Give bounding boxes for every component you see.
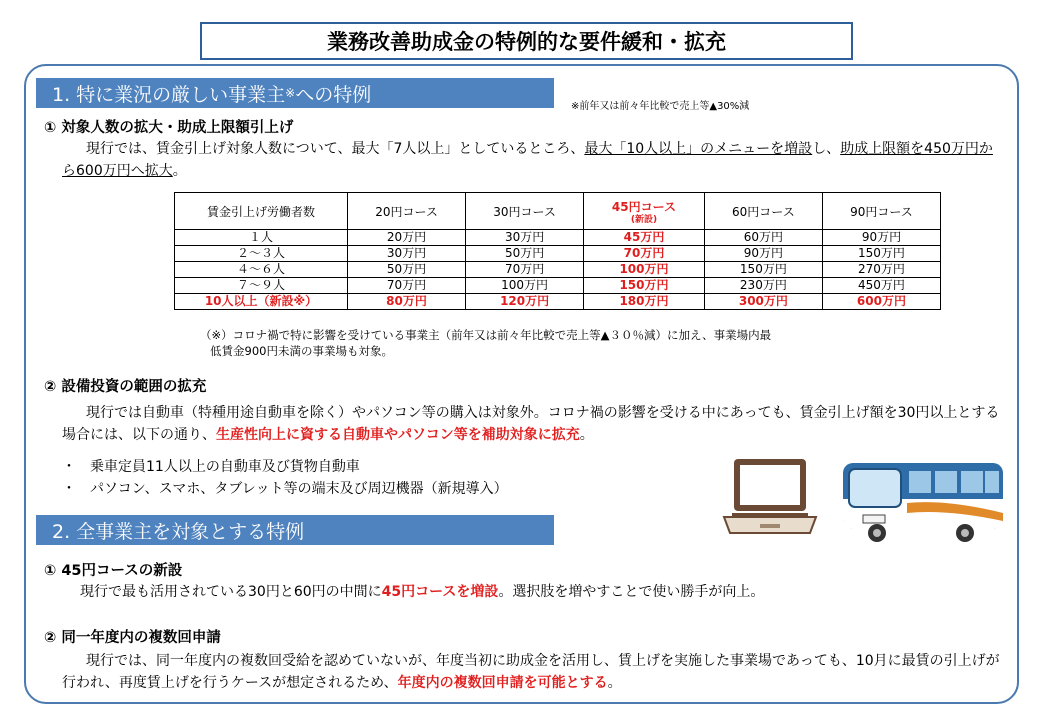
table-cell: 270万円	[822, 262, 940, 278]
table-cell: 90万円	[704, 246, 822, 262]
table-cell: 150万円	[822, 246, 940, 262]
sec2-sub2-text-end: 。	[607, 675, 622, 691]
table-header-cell: 30円コース	[466, 193, 584, 230]
table-cell: 150万円	[704, 262, 822, 278]
subsidy-table	[174, 192, 941, 310]
table-row	[175, 278, 941, 294]
sec2-sub2-heading: ② 同一年度内の複数回申請	[44, 630, 221, 646]
table-cell: 20万円	[348, 230, 466, 246]
section1-header-main: 1. 特に業況の厳しい事業主	[52, 83, 286, 106]
table-header-row	[175, 193, 941, 230]
sec2-sub1-text	[62, 581, 1002, 603]
sec2-sub1-text-plain: 現行で最も活用されている30円と60円の中間に	[80, 584, 382, 600]
table-cell: 10人以上（新設※）	[175, 294, 348, 310]
table-cell: 120万円	[466, 294, 584, 310]
sub2-text-red: 生産性向上に資する自動車やパソコン等を補助対象に拡充	[216, 427, 580, 443]
table-cell: 80万円	[348, 294, 466, 310]
sub1-text-end: 。	[172, 163, 187, 179]
sub1-text-plain: 現行では、賃金引上げ対象人数について、最大「7人以上」としているところ、	[86, 141, 585, 157]
table-header-new-note: (新設)	[630, 214, 658, 225]
bus-icon	[837, 455, 1007, 545]
table-row	[175, 230, 941, 246]
table-cell: 300万円	[704, 294, 822, 310]
sec2-sub1-text-end: 。選択肢を増やすことで使い勝手が向上。	[498, 584, 765, 600]
table-cell: 100万円	[584, 262, 705, 278]
laptop-icon	[720, 455, 820, 539]
table-cell: １人	[175, 230, 348, 246]
section1-header-tail: への特例	[295, 83, 372, 106]
table-cell: 70万円	[466, 262, 584, 278]
table-cell: 600万円	[822, 294, 940, 310]
table-row-new	[175, 294, 941, 310]
table-cell: 90万円	[822, 230, 940, 246]
table-cell: 150万円	[584, 278, 705, 294]
table-cell: ７～９人	[175, 278, 348, 294]
table-cell: 30万円	[466, 230, 584, 246]
sub2-text-end: 。	[579, 427, 594, 443]
table-cell: 70万円	[348, 278, 466, 294]
table-header-cell: 90円コース	[822, 193, 940, 230]
table-cell: 50万円	[348, 262, 466, 278]
table-header-cell-new	[584, 193, 705, 230]
page-title	[200, 22, 853, 60]
section1-side-note: ※前年又は前々年比較で売上等▲30%減	[571, 101, 750, 112]
table-cell: ２～３人	[175, 246, 348, 262]
table-cell: ４～６人	[175, 262, 348, 278]
table-header-new-label: 45円コース	[611, 199, 677, 214]
sub2-text	[62, 402, 1002, 446]
sec2-sub2-text-plain: 現行では、同一年度内の複数回受給を認めていないが、年度当初に助成金を活用し、賃上げを実施した事業場であっても、10月に最賃の引上げが行われ、再度賃上げを行うケースが想定されるため、	[62, 653, 1000, 691]
table-footnote-line1: （※）コロナ禍で特に影響を受けている事業主（前年又は前々年比較で売上等▲３０％減）に加え、事業場内最	[200, 328, 772, 342]
sec2-sub1-heading: ① 45円コースの新設	[44, 563, 183, 579]
table-footnote-line2: 低賃金900円未満の事業場も対象。	[210, 344, 393, 358]
list-item: ・ パソコン、スマホ、タブレット等の端末及び周辺機器（新規導入）	[62, 481, 508, 497]
table-header-cell: 賃金引上げ労働者数	[175, 193, 348, 230]
list-item: ・ 乗車定員11人以上の自動車及び貨物自動車	[62, 459, 360, 475]
sub1-heading: ① 対象人数の拡大・助成上限額引上げ	[44, 120, 294, 136]
sub2-heading: ② 設備投資の範囲の拡充	[44, 379, 207, 395]
equipment-list	[62, 456, 508, 500]
sub1-text-mid: し、	[812, 141, 841, 157]
sec2-sub2-text-red: 年度内の複数回申請を可能とする	[397, 675, 608, 691]
table-cell: 450万円	[822, 278, 940, 294]
sub2-text-plain: 現行では自動車（特種用途自動車を除く）やパソコン等の購入は対象外。コロナ禍の影響を受ける中にあっても、賃金引上げ額を30円以上とする場合には、以下の通り、	[62, 405, 1000, 443]
table-row	[175, 246, 941, 262]
sec2-sub2-text	[62, 650, 1002, 694]
sec2-sub1-text-red: 45円コースを増設	[381, 584, 499, 600]
sub1-text-underline2: 助成上限額を450万円から600万円へ拡大	[62, 141, 993, 179]
table-cell: 45万円	[584, 230, 705, 246]
table-cell: 230万円	[704, 278, 822, 294]
table-cell: 100万円	[466, 278, 584, 294]
page-title-text: 業務改善助成金の特例的な要件緩和・拡充	[327, 30, 726, 54]
table-cell: 70万円	[584, 246, 705, 262]
table-row	[175, 262, 941, 278]
table-footnote	[200, 327, 771, 359]
table-header-cell: 20円コース	[348, 193, 466, 230]
table-cell: 50万円	[466, 246, 584, 262]
table-cell: 180万円	[584, 294, 705, 310]
section2-header: 2. 全事業主を対象とする特例	[36, 515, 554, 545]
sub1-text-underline1: 最大「10人以上」のメニューを増設	[584, 141, 813, 157]
table-cell: 30万円	[348, 246, 466, 262]
sub1-text	[62, 138, 1002, 182]
section1-header-mark: ※	[285, 86, 296, 100]
table-header-cell: 60円コース	[704, 193, 822, 230]
section1-header	[36, 78, 554, 108]
table-cell: 60万円	[704, 230, 822, 246]
